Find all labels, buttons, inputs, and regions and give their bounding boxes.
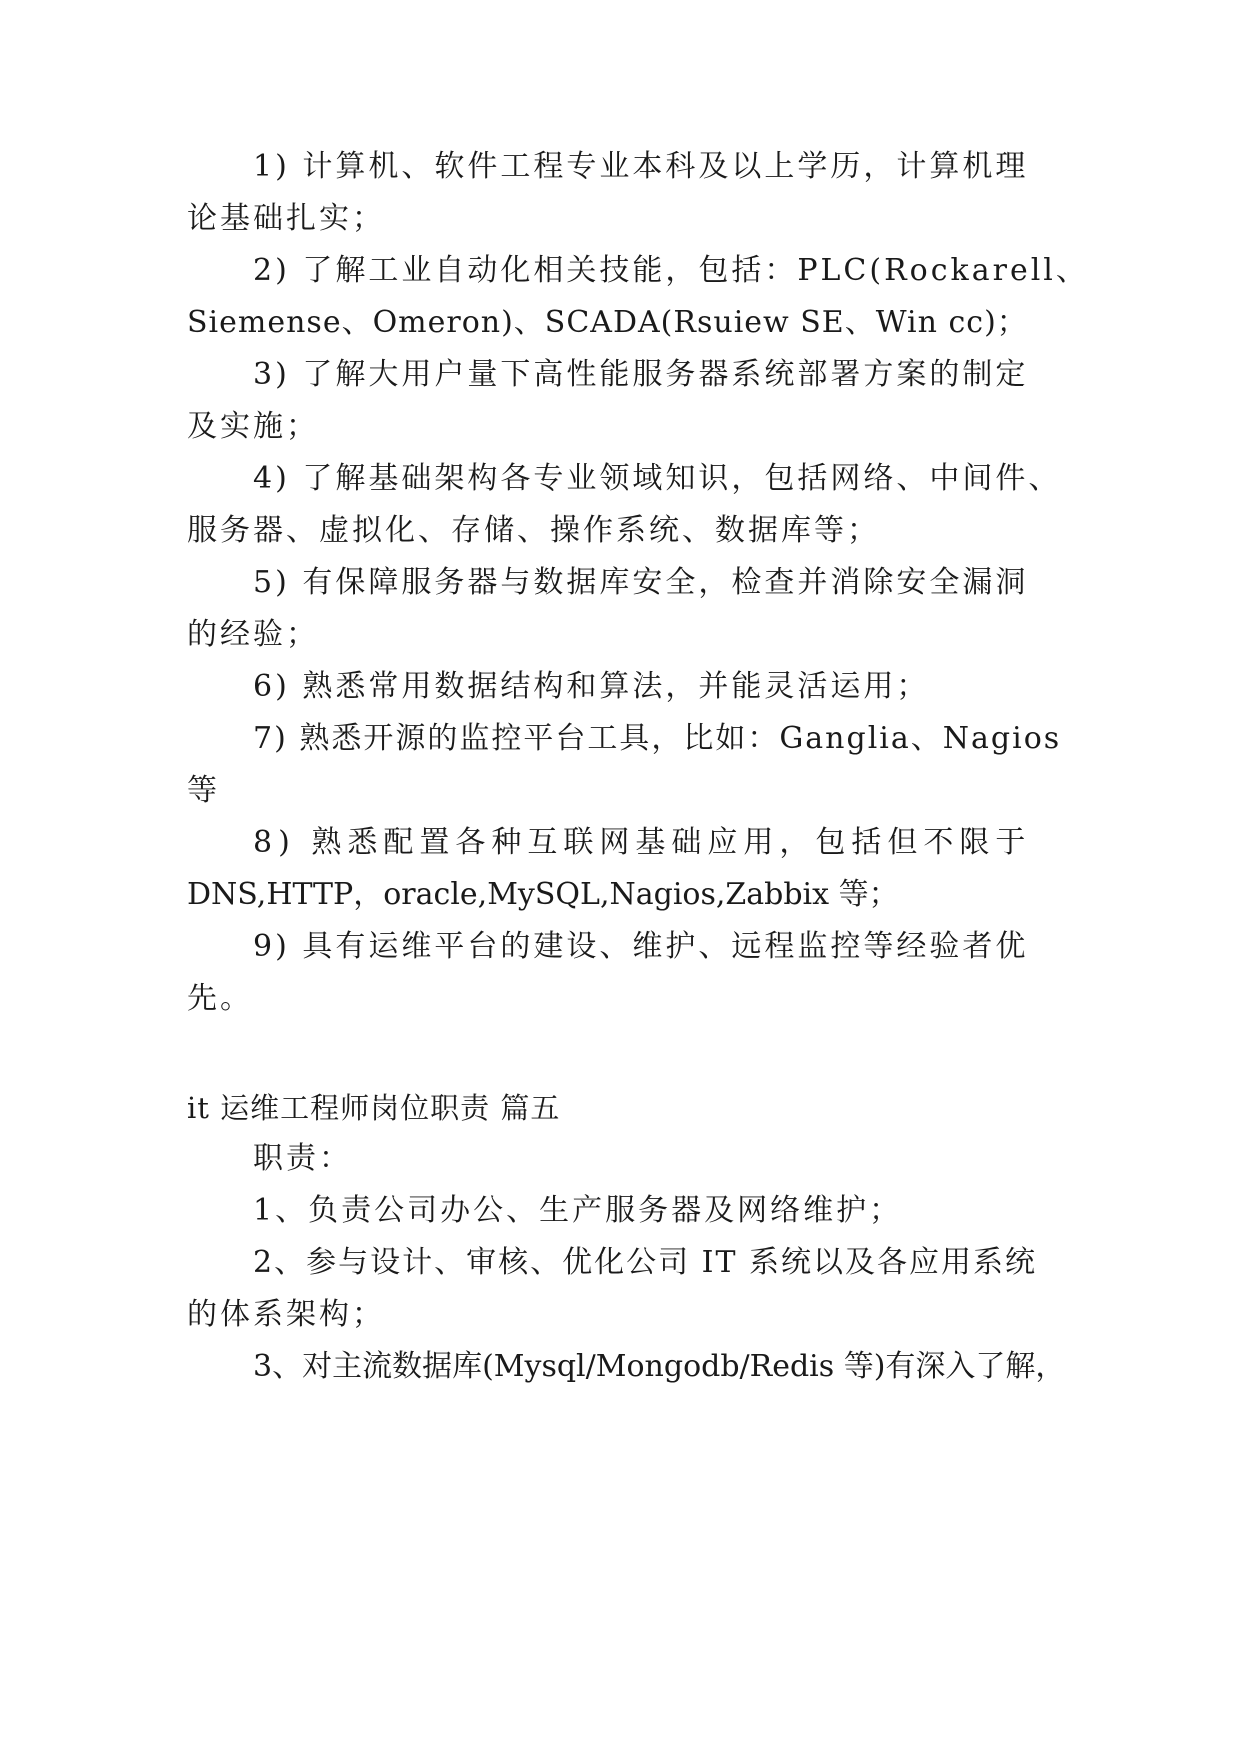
list-item-7-line-2: 等 bbox=[187, 773, 220, 808]
duty-item-2-line-2: 的体系架构； bbox=[187, 1297, 385, 1332]
duty-item-1-line-1: 1、负责公司办公、生产服务器及网络维护； bbox=[253, 1193, 903, 1228]
list-item-4-line-2: 服务器、虚拟化、存储、操作系统、数据库等； bbox=[187, 513, 880, 548]
list-item-9-line-2: 先。 bbox=[187, 981, 253, 1016]
duty-item-2-line-1: 2、参与设计、审核、优化公司 IT 系统以及各应用系统 bbox=[253, 1245, 1038, 1280]
list-item-3-line-2: 及实施； bbox=[187, 409, 319, 444]
list-item-2-line-1: 2) 了解工业自动化相关技能，包括：PLC(Rockarell、 bbox=[253, 253, 1089, 288]
list-item-7-line-1: 7) 熟悉开源的监控平台工具，比如：Ganglia、Nagios bbox=[253, 721, 1062, 756]
section-heading: it 运维工程师岗位职责 篇五 bbox=[187, 1091, 561, 1125]
list-item-9-line-1: 9) 具有运维平台的建设、维护、远程监控等经验者优 bbox=[253, 929, 1029, 964]
list-item-4-line-1: 4) 了解基础架构各专业领域知识，包括网络、中间件、 bbox=[253, 461, 1062, 496]
list-item-6-line-1: 6) 熟悉常用数据结构和算法，并能灵活运用； bbox=[253, 669, 930, 704]
list-item-8-line-1: 8) 熟悉配置各种互联网基础应用，包括但不限于 bbox=[253, 825, 1032, 860]
list-item-8-line-2: DNS,HTTP，oracle,MySQL,Nagios,Zabbix 等； bbox=[187, 877, 899, 912]
list-item-3-line-1: 3) 了解大用户量下高性能服务器系统部署方案的制定 bbox=[253, 357, 1029, 392]
list-item-1-line-1: 1) 计算机、软件工程专业本科及以上学历，计算机理 bbox=[253, 149, 1029, 184]
list-item-1-line-2: 论基础扎实； bbox=[187, 201, 385, 236]
list-item-5-line-2: 的经验； bbox=[187, 617, 319, 652]
list-item-5-line-1: 5) 有保障服务器与数据库安全，检查并消除安全漏洞 bbox=[253, 565, 1029, 600]
duty-item-3-line-1: 3、对主流数据库(Mysql/Mongodb/Redis 等)有深入了解， bbox=[253, 1349, 1066, 1384]
list-item-2-line-2: Siemense、Omeron)、SCADA(Rsuiew SE、Win cc)； bbox=[187, 305, 1028, 340]
duties-label: 职责： bbox=[253, 1141, 352, 1176]
